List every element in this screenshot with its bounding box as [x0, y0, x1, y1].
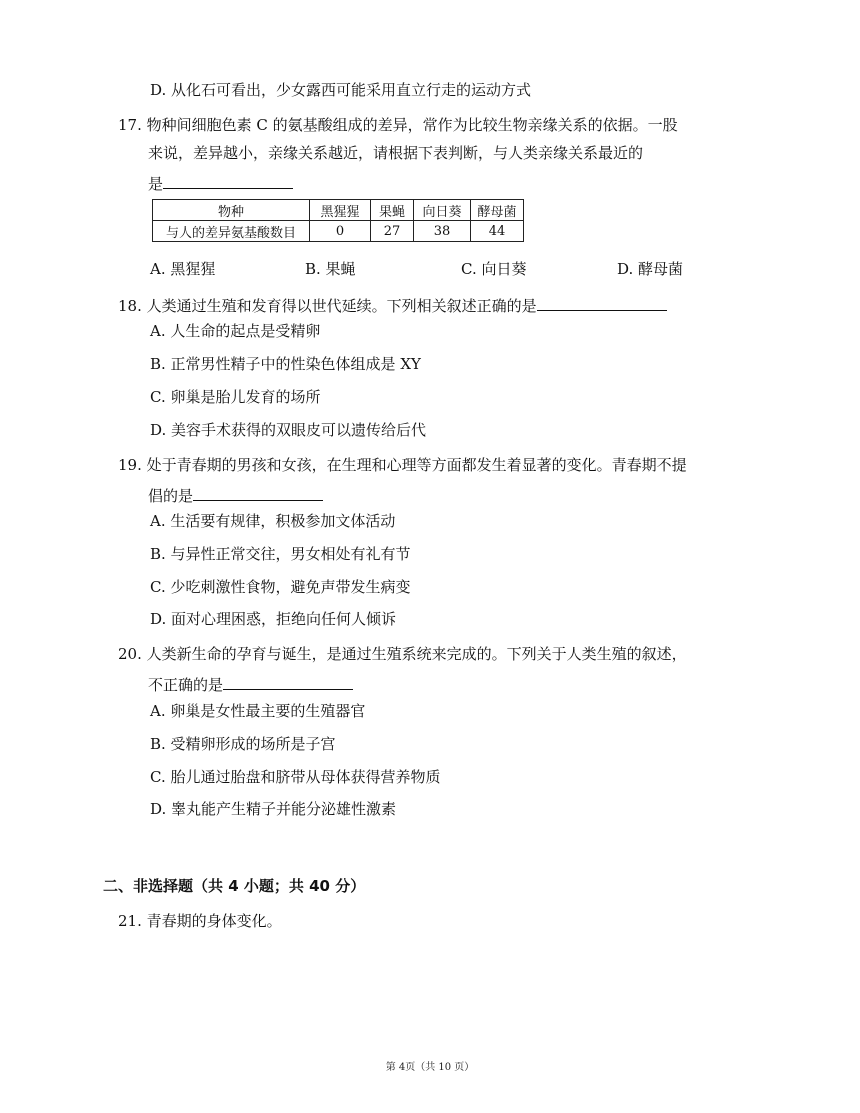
q19-option-d[interactable]: D. 面对心理困惑，拒绝向任何人倾诉	[150, 610, 397, 628]
q20-answer-blank[interactable]	[223, 673, 353, 690]
q18-option-c[interactable]: C. 卵巢是胎儿发育的场所	[150, 388, 321, 406]
table-header-cell: 向日葵	[414, 200, 471, 221]
q20-option-d[interactable]: D. 睾丸能产生精子并能分泌雄性激素	[150, 800, 397, 818]
q19-stem-line1: 19. 处于青春期的男孩和女孩，在生理和心理等方面都发生着显著的变化。青春期不提	[118, 456, 687, 474]
table-row	[153, 200, 524, 221]
q17-answer-blank[interactable]	[163, 172, 293, 189]
q17-option-b[interactable]: B. 果蝇	[305, 260, 356, 278]
q17-stem-line1: 17. 物种间细胞色素 C 的氨基酸组成的差异，常作为比较生物亲缘关系的依据。一股	[118, 116, 678, 134]
q20-stem-line2	[148, 673, 353, 695]
table-cell: 与人的差异氨基酸数目	[153, 221, 310, 242]
q20-stem-line1: 20. 人类新生命的孕育与诞生，是通过生殖系统来完成的。下列关于人类生殖的叙述，	[118, 645, 687, 663]
table-row	[153, 221, 524, 242]
table-header-cell: 酵母菌	[471, 200, 524, 221]
table-cell: 38	[414, 221, 471, 242]
q18-stem-text: 18. 人类通过生殖和发育得以世代延续。下列相关叙述正确的是	[118, 297, 537, 315]
q20-stem-end: 不正确的是	[148, 676, 224, 694]
q18-option-d[interactable]: D. 美容手术获得的双眼皮可以遗传给后代	[150, 421, 427, 439]
q19-option-c[interactable]: C. 少吃刺激性食物，避免声带发生病变	[150, 578, 411, 596]
q18-stem	[118, 294, 667, 316]
table-cell: 0	[310, 221, 371, 242]
q18-option-b[interactable]: B. 正常男性精子中的性染色体组成是 XY	[150, 355, 421, 373]
q17-option-c[interactable]: C. 向日葵	[461, 260, 527, 278]
q19-stem-line2	[148, 484, 323, 506]
q19-option-b[interactable]: B. 与异性正常交往，男女相处有礼有节	[150, 545, 411, 563]
q19-answer-blank[interactable]	[193, 484, 323, 501]
q17-stem-line2: 来说，差异越小，亲缘关系越近，请根据下表判断，与人类亲缘关系最近的	[148, 144, 644, 162]
q19-stem-end: 倡的是	[148, 487, 194, 505]
q20-option-c[interactable]: C. 胎儿通过胎盘和脐带从母体获得营养物质	[150, 768, 441, 786]
q20-option-a[interactable]: A. 卵巢是女性最主要的生殖器官	[150, 702, 366, 720]
table-cell: 44	[471, 221, 524, 242]
q17-stem-end: 是	[148, 175, 164, 193]
q16-option-d: D. 从化石可看出，少女露西可能采用直立行走的运动方式	[150, 81, 532, 99]
q18-answer-blank[interactable]	[537, 294, 667, 311]
table-header-cell: 果蝇	[371, 200, 414, 221]
species-difference-table	[152, 199, 524, 242]
q19-option-a[interactable]: A. 生活要有规律，积极参加文体活动	[150, 512, 396, 530]
q17-option-a[interactable]: A. 黑猩猩	[150, 260, 216, 278]
table-cell: 27	[371, 221, 414, 242]
q21-stem: 21. 青春期的身体变化。	[118, 912, 282, 930]
page-number: 第 4页（共 10 页）	[385, 1062, 475, 1073]
q17-option-d[interactable]: D. 酵母菌	[617, 260, 684, 278]
section-title: 二、非选择题（共 4 小题；共 40 分）	[103, 877, 366, 895]
q20-option-b[interactable]: B. 受精卵形成的场所是子宫	[150, 735, 336, 753]
q18-option-a[interactable]: A. 人生命的起点是受精卵	[150, 322, 321, 340]
q17-stem-line3	[148, 172, 293, 194]
table-header-cell: 黑猩猩	[310, 200, 371, 221]
table-header-cell: 物种	[153, 200, 310, 221]
